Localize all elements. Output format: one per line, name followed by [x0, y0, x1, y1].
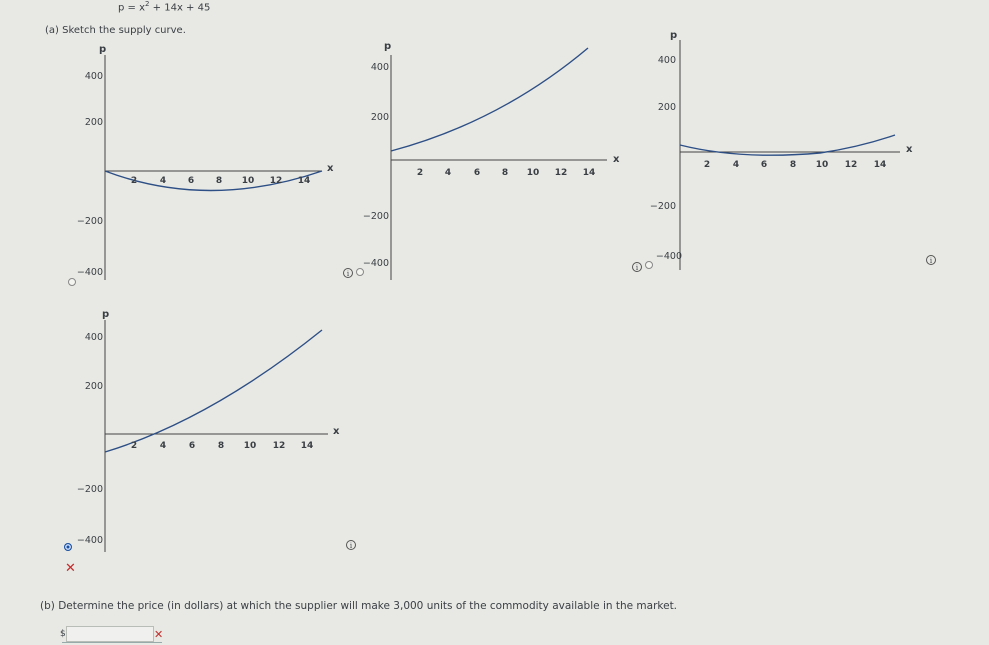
graph-c-x-label: x: [906, 144, 913, 155]
graph-c-ytick-400: 400: [657, 55, 676, 66]
graph-c-ytick-neg200: −200: [649, 201, 676, 212]
info-icon[interactable]: i: [632, 262, 642, 272]
graph-b-ytick-neg400: −400: [362, 258, 389, 269]
graph-a-xtick: 8: [215, 176, 223, 186]
equation-suffix: + 14x + 45: [149, 2, 211, 14]
graph-d-radio[interactable]: [64, 543, 72, 551]
graph-b-xtick: 4: [444, 168, 452, 178]
price-answer-input[interactable]: [66, 626, 154, 642]
part-b-prompt: (b) Determine the price (in dollars) at which the supplier will make 3,000 units of the commodity available in the market.: [40, 600, 678, 612]
graph-d-p-label: p: [102, 309, 110, 320]
equation-exponent: 2: [145, 0, 150, 8]
graph-a-xtick: 2: [130, 176, 138, 186]
graph-a-ytick-200: 200: [84, 117, 103, 128]
graph-a-xtick: 6: [187, 176, 195, 186]
graph-d-ytick-neg400: −400: [76, 535, 103, 546]
incorrect-icon: ✕: [65, 561, 76, 576]
graph-b-xtick: 10: [526, 168, 540, 178]
graph-c-xtick: 6: [760, 160, 768, 170]
graph-d-ytick-200: 200: [84, 381, 103, 392]
info-icon[interactable]: i: [926, 255, 936, 265]
info-icon[interactable]: i: [343, 268, 353, 278]
graph-c-xtick: 12: [844, 160, 858, 170]
graph-b-ytick-200: 200: [370, 112, 389, 123]
graph-b-ytick-400: 400: [370, 62, 389, 73]
graph-a-ytick-neg200: −200: [76, 216, 103, 227]
graph-d-xtick: 2: [130, 441, 138, 451]
graph-c-ytick-neg400: −400: [655, 251, 682, 262]
graph-a-p-label: p: [99, 44, 107, 55]
graph-d-xtick: 10: [243, 441, 257, 451]
graph-d-ytick-neg200: −200: [76, 484, 103, 495]
graph-a-xtick: 10: [241, 176, 255, 186]
graph-b-xtick: 12: [554, 168, 568, 178]
graph-c-ytick-200: 200: [657, 102, 676, 113]
incorrect-icon: ✕: [154, 628, 164, 641]
graph-d-xtick: 14: [300, 441, 314, 451]
currency-symbol: $: [60, 629, 66, 639]
graph-c-xtick: 4: [732, 160, 740, 170]
graph-c-xtick: 14: [873, 160, 887, 170]
graph-d-xtick: 12: [272, 441, 286, 451]
graph-b-x-label: x: [613, 154, 620, 165]
graph-b-xtick: 14: [582, 168, 596, 178]
graph-d-xtick: 8: [217, 441, 225, 451]
graph-a-xtick: 4: [159, 176, 167, 186]
graph-c-xtick: 10: [815, 160, 829, 170]
graph-a-ytick-neg400: −400: [76, 267, 103, 278]
graph-b-xtick: 8: [501, 168, 509, 178]
graph-d-ytick-400: 400: [84, 332, 103, 343]
graph-d-xtick: 4: [159, 441, 167, 451]
equation-prefix: p = x: [118, 2, 146, 14]
graph-a-xtick: 14: [297, 176, 311, 186]
info-icon[interactable]: i: [346, 540, 356, 550]
graph-b-ytick-neg200: −200: [362, 211, 389, 222]
graph-c-xtick: 8: [789, 160, 797, 170]
graph-a-x-label: x: [327, 163, 334, 174]
answer-underline: [62, 642, 162, 643]
graph-c-xtick: 2: [703, 160, 711, 170]
graph-c-p-label: p: [670, 30, 678, 41]
graph-b-p-label: p: [384, 41, 392, 52]
graph-b-xtick: 6: [473, 168, 481, 178]
graph-d-xtick: 6: [188, 441, 196, 451]
graph-b-xtick: 2: [416, 168, 424, 178]
part-a-prompt: (a) Sketch the supply curve.: [45, 25, 186, 36]
graph-d-x-label: x: [333, 426, 340, 437]
graph-a-ytick-400: 400: [84, 71, 103, 82]
graph-a-xtick: 12: [269, 176, 283, 186]
